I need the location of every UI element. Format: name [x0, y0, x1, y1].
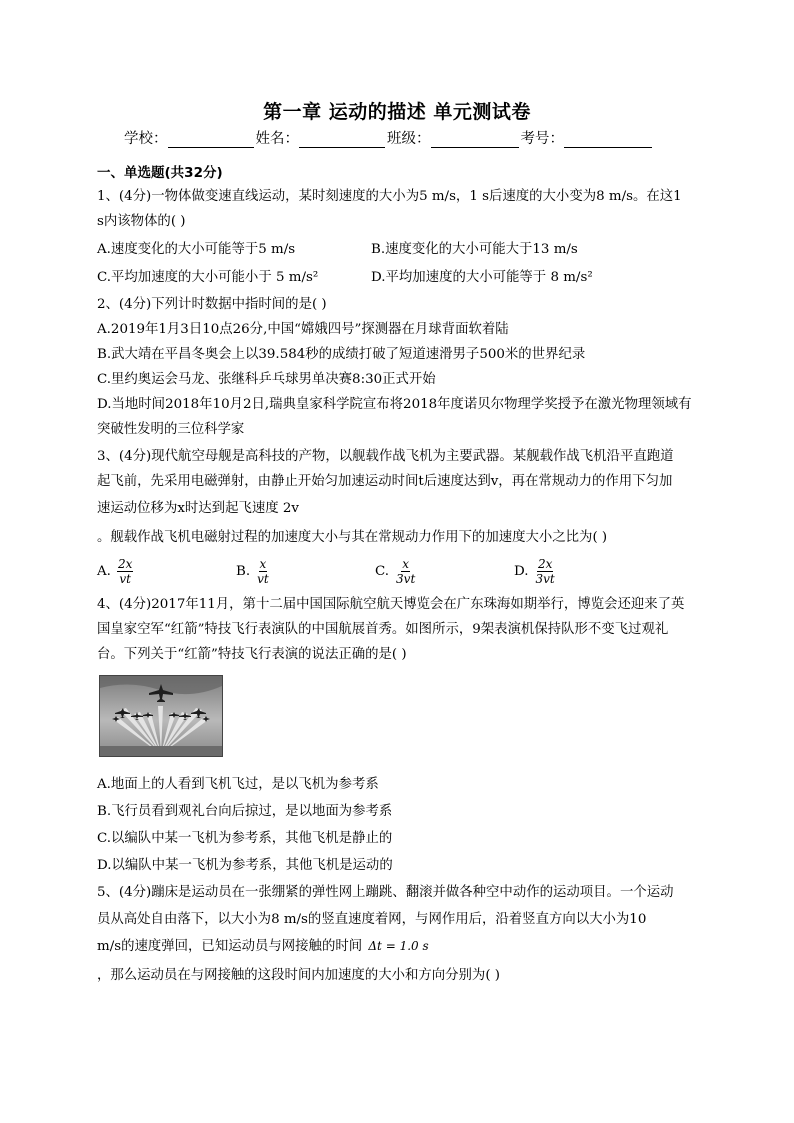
class-blank[interactable] — [431, 131, 519, 148]
denominator: vt — [119, 571, 131, 586]
question-2-stem: 2、(4分)下列计时数据中指时间的是( ) — [97, 297, 327, 312]
question-5-stem-line-1: 5、(4分)蹦床是运动员在一张绷紧的弹性网上蹦跳、翻滚并做各种空中动作的运动项目。一个运动 — [97, 885, 674, 900]
question-5 — [97, 880, 697, 988]
school-blank[interactable] — [168, 131, 254, 148]
question-2 — [97, 292, 697, 442]
question-5-stem-line-4: ，那么运动员在与网接触的这段时间内加速度的大小和方向分别为( ) — [97, 968, 501, 983]
option-label: D. — [514, 563, 529, 579]
question-4 — [97, 592, 697, 878]
question-2-option-d-line-1[interactable]: D.当地时间2018年10月2日,瑞典皇家科学院宣布将2018年度诺贝尔物理学奖授予在激光物理领域有 — [97, 397, 692, 412]
name-label: 姓名： — [255, 131, 299, 147]
question-2-option-b[interactable]: B.武大靖在平昌冬奥会上以39.584秒的成绩打破了短道速滑男子500米的世界纪录 — [97, 347, 586, 362]
fraction — [256, 557, 270, 586]
option-label: C. — [375, 563, 390, 579]
name-blank[interactable] — [299, 131, 385, 148]
question-4-option-a[interactable]: A.地面上的人看到飞机飞过，是以飞机为参考系 — [97, 777, 379, 792]
question-4-option-b[interactable]: B.飞行员看到观礼台向后掠过，是以地面为参考系 — [97, 804, 393, 819]
question-3-stem-line-3: 速运动位移为x时达到起飞速度 2v — [97, 501, 299, 516]
question-3-option-c[interactable] — [375, 557, 514, 586]
question-4-stem-line-2: 国皇家空军“红箭”特技飞行表演队的中国航展首秀。如图所示，9架表演机保持队形不变飞过观礼 — [97, 622, 669, 637]
section-heading: 一、单选题(共32分) — [97, 165, 223, 181]
number-blank[interactable] — [564, 131, 652, 148]
exam-content — [97, 162, 697, 988]
question-2-option-a[interactable]: A.2019年1月3日10点26分,中国“嫦娥四号”探测器在月球背面软着陆 — [97, 322, 509, 337]
question-3-stem-line-1: 3、(4分)现代航空母舰是高科技的产物，以舰载作战飞机为主要武器。某舰载作战飞机沿平直跑道 — [97, 449, 674, 464]
option-label: A. — [97, 563, 111, 579]
denominator: 3vt — [396, 571, 416, 586]
question-1-stem-line-2: s内该物体的( ) — [97, 214, 186, 229]
option-label: B. — [236, 563, 251, 579]
school-label: 学校： — [124, 131, 168, 147]
question-1-option-b[interactable]: B.速度变化的大小可能大于13 m/s — [371, 242, 578, 257]
fraction — [395, 557, 416, 586]
question-2-option-c[interactable]: C.里约奥运会马龙、张继科乒乓球男单决赛8:30正式开始 — [97, 372, 436, 387]
student-info-line — [124, 127, 684, 148]
denominator: 3vt — [535, 571, 555, 586]
question-1-stem-line-1: 1、(4分)一物体做变速直线运动，某时刻速度的大小为5 m/s，1 s后速度的大小变为8 m/s。在这1 — [97, 189, 682, 204]
fraction — [535, 557, 556, 586]
number-label: 考号： — [520, 131, 564, 147]
page-title: 第一章 运动的描述 单元测试卷 — [263, 101, 531, 123]
question-3-option-a[interactable] — [97, 557, 236, 586]
numerator: 2x — [117, 556, 133, 571]
question-3-option-d[interactable] — [514, 557, 653, 586]
question-1-options-row-2 — [97, 265, 697, 290]
question-4-stem-line-3: 台。下列关于“红箭”特技飞行表演的说法正确的是( ) — [97, 647, 407, 662]
denominator: vt — [257, 571, 269, 586]
question-3-stem-line-2: 起飞前，先采用电磁弹射，由静止开始匀加速运动时间t后速度达到v，再在常规动力的作用下匀加 — [97, 474, 673, 489]
numerator: 2x — [537, 556, 553, 571]
question-1 — [97, 184, 697, 290]
question-4-option-c[interactable]: C.以编队中某一飞机为参考系，其他飞机是静止的 — [97, 831, 393, 846]
fraction — [117, 557, 133, 586]
contact-time-formula: Δt = 1.0 s — [368, 939, 429, 953]
red-arrows-photo — [99, 675, 223, 757]
class-label: 班级： — [387, 131, 431, 147]
numerator: x — [259, 556, 267, 571]
question-3-options — [97, 552, 697, 590]
question-4-option-d[interactable]: D.以编队中某一飞机为参考系，其他飞机是运动的 — [97, 858, 393, 873]
question-1-option-a[interactable]: A.速度变化的大小可能等于5 m/s — [97, 242, 296, 257]
question-3-option-b[interactable] — [236, 557, 375, 586]
question-1-option-d[interactable]: D.平均加速度的大小可能等于 8 m/s² — [371, 270, 593, 285]
question-1-options-row-1 — [97, 237, 697, 262]
question-5-stem-line-3-text: m/s的速度弹回，已知运动员与网接触的时间 — [97, 939, 363, 954]
question-1-option-c[interactable]: C.平均加速度的大小可能小于 5 m/s² — [97, 270, 319, 285]
question-5-stem-line-2: 员从高处自由落下，以大小为8 m/s的竖直速度着网，与网作用后，沿着竖直方向以大小为10 — [97, 912, 647, 927]
numerator: x — [402, 556, 410, 571]
question-5-stem-line-3 — [97, 934, 697, 959]
question-3-stem-line-4: 。舰载作战飞机电磁射过程的加速度大小与其在常规动力作用下的加速度大小之比为( ) — [97, 530, 608, 545]
question-2-option-d-line-2[interactable]: 突破性发明的三位科学家 — [97, 422, 245, 437]
question-3 — [97, 444, 697, 590]
question-4-stem-line-1: 4、(4分)2017年11月，第十二届中国国际航空航天博览会在广东珠海如期举行，博览会还迎来了英 — [97, 597, 685, 612]
